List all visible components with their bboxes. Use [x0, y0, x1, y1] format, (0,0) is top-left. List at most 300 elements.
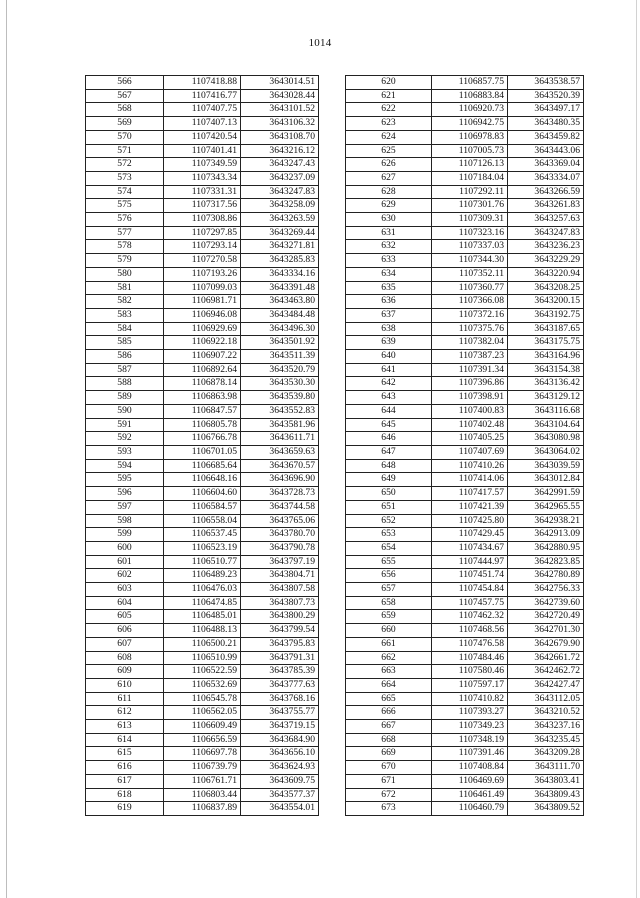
point-number-cell: 626: [346, 158, 432, 172]
y-coordinate-cell: 3643391.48: [241, 281, 319, 295]
y-coordinate-cell: 3643261.83: [508, 199, 584, 213]
table-row: [346, 665, 584, 679]
point-number-cell: 592: [86, 432, 164, 446]
table-row: [86, 747, 319, 761]
point-number-cell: 610: [86, 678, 164, 692]
table-row: [86, 240, 319, 254]
table-row: [86, 720, 319, 734]
x-coordinate-cell: 1107184.04: [432, 171, 508, 185]
point-number-cell: 578: [86, 240, 164, 254]
point-number-cell: 653: [346, 528, 432, 542]
point-number-cell: 651: [346, 500, 432, 514]
y-coordinate-cell: 3642780.89: [508, 569, 584, 583]
point-number-cell: 665: [346, 692, 432, 706]
y-coordinate-cell: 3643611.71: [241, 432, 319, 446]
point-number-cell: 637: [346, 308, 432, 322]
point-number-cell: 646: [346, 432, 432, 446]
x-coordinate-cell: 1107484.46: [432, 651, 508, 665]
point-number-cell: 669: [346, 747, 432, 761]
x-coordinate-cell: 1106907.22: [164, 350, 241, 364]
x-coordinate-cell: 1106584.57: [164, 500, 241, 514]
x-coordinate-cell: 1107407.75: [164, 103, 241, 117]
table-row: [86, 733, 319, 747]
table-row: [86, 555, 319, 569]
x-coordinate-cell: 1107301.76: [432, 199, 508, 213]
table-row: [86, 76, 319, 90]
y-coordinate-cell: 3643497.17: [508, 103, 584, 117]
table-row: [346, 377, 584, 391]
x-coordinate-cell: 1107454.84: [432, 583, 508, 597]
y-coordinate-cell: 3643039.59: [508, 459, 584, 473]
y-coordinate-cell: 3642756.33: [508, 583, 584, 597]
table-row: [86, 103, 319, 117]
point-number-cell: 668: [346, 733, 432, 747]
x-coordinate-cell: 1107360.77: [432, 281, 508, 295]
point-number-cell: 615: [86, 747, 164, 761]
point-number-cell: 660: [346, 624, 432, 638]
table-row: [346, 76, 584, 90]
x-coordinate-cell: 1107407.13: [164, 117, 241, 131]
y-coordinate-cell: 3643797.19: [241, 555, 319, 569]
point-number-cell: 636: [346, 295, 432, 309]
table-row: [86, 350, 319, 364]
y-coordinate-cell: 3642701.30: [508, 624, 584, 638]
table-row: [346, 733, 584, 747]
point-number-cell: 570: [86, 130, 164, 144]
x-coordinate-cell: 1106500.21: [164, 637, 241, 651]
table-row: [86, 473, 319, 487]
table-row: [346, 281, 584, 295]
table-row: [346, 569, 584, 583]
y-coordinate-cell: 3643554.01: [241, 802, 319, 816]
y-coordinate-cell: 3642991.59: [508, 487, 584, 501]
y-coordinate-cell: 3643108.70: [241, 130, 319, 144]
table-row: [86, 267, 319, 281]
y-coordinate-cell: 3642462.72: [508, 665, 584, 679]
y-coordinate-cell: 3643200.15: [508, 295, 584, 309]
table-row: [346, 445, 584, 459]
x-coordinate-cell: 1107429.45: [432, 528, 508, 542]
y-coordinate-cell: 3643511.39: [241, 350, 319, 364]
y-coordinate-cell: 3643220.94: [508, 267, 584, 281]
table-row: [86, 624, 319, 638]
x-coordinate-cell: 1107366.08: [432, 295, 508, 309]
x-coordinate-cell: 1106485.01: [164, 610, 241, 624]
y-coordinate-cell: 3643496.30: [241, 322, 319, 336]
y-coordinate-cell: 3642661.72: [508, 651, 584, 665]
y-coordinate-cell: 3643659.63: [241, 445, 319, 459]
table-row: [346, 240, 584, 254]
point-number-cell: 593: [86, 445, 164, 459]
point-number-cell: 640: [346, 350, 432, 364]
point-number-cell: 602: [86, 569, 164, 583]
point-number-cell: 597: [86, 500, 164, 514]
table-row: [346, 678, 584, 692]
y-coordinate-cell: 3642739.60: [508, 596, 584, 610]
table-row: [346, 541, 584, 555]
x-coordinate-cell: 1107421.39: [432, 500, 508, 514]
x-coordinate-cell: 1106488.13: [164, 624, 241, 638]
table-row: [86, 692, 319, 706]
x-coordinate-cell: 1106460.79: [432, 802, 508, 816]
x-coordinate-cell: 1107410.82: [432, 692, 508, 706]
table-row: [86, 130, 319, 144]
table-row: [346, 473, 584, 487]
x-coordinate-cell: 1107393.27: [432, 706, 508, 720]
y-coordinate-cell: 3643164.96: [508, 350, 584, 364]
y-coordinate-cell: 3643154.38: [508, 363, 584, 377]
point-number-cell: 583: [86, 308, 164, 322]
table-row: [86, 651, 319, 665]
point-number-cell: 624: [346, 130, 432, 144]
point-number-cell: 579: [86, 254, 164, 268]
point-number-cell: 598: [86, 514, 164, 528]
y-coordinate-cell: 3643129.12: [508, 391, 584, 405]
point-number-cell: 584: [86, 322, 164, 336]
point-number-cell: 589: [86, 391, 164, 405]
coordinate-table-right: [345, 75, 584, 816]
point-number-cell: 611: [86, 692, 164, 706]
point-number-cell: 580: [86, 267, 164, 281]
point-number-cell: 670: [346, 761, 432, 775]
y-coordinate-cell: 3643728.73: [241, 487, 319, 501]
point-number-cell: 649: [346, 473, 432, 487]
y-coordinate-cell: 3643520.39: [508, 89, 584, 103]
y-coordinate-cell: 3643501.92: [241, 336, 319, 350]
table-row: [86, 117, 319, 131]
y-coordinate-cell: 3643247.83: [241, 185, 319, 199]
table-row: [86, 336, 319, 350]
y-coordinate-cell: 3643258.09: [241, 199, 319, 213]
y-coordinate-cell: 3643012.84: [508, 473, 584, 487]
y-coordinate-cell: 3643175.75: [508, 336, 584, 350]
x-coordinate-cell: 1106656.59: [164, 733, 241, 747]
table-row: [346, 404, 584, 418]
x-coordinate-cell: 1106523.19: [164, 541, 241, 555]
y-coordinate-cell: 3643809.43: [508, 788, 584, 802]
table-row: [86, 308, 319, 322]
point-number-cell: 596: [86, 487, 164, 501]
x-coordinate-cell: 1107375.76: [432, 322, 508, 336]
table-row: [86, 528, 319, 542]
point-number-cell: 612: [86, 706, 164, 720]
table-row: [86, 185, 319, 199]
x-coordinate-cell: 1107396.86: [432, 377, 508, 391]
table-row: [346, 254, 584, 268]
table-row: [86, 774, 319, 788]
point-number-cell: 590: [86, 404, 164, 418]
table-row: [346, 596, 584, 610]
x-coordinate-cell: 1107451.74: [432, 569, 508, 583]
point-number-cell: 576: [86, 213, 164, 227]
table-row: [86, 761, 319, 775]
y-coordinate-cell: 3642913.09: [508, 528, 584, 542]
y-coordinate-cell: 3642823.85: [508, 555, 584, 569]
y-coordinate-cell: 3643237.16: [508, 720, 584, 734]
y-coordinate-cell: 3643459.82: [508, 130, 584, 144]
table-row: [346, 418, 584, 432]
point-number-cell: 639: [346, 336, 432, 350]
point-number-cell: 608: [86, 651, 164, 665]
table-row: [346, 185, 584, 199]
table-row: [346, 336, 584, 350]
x-coordinate-cell: 1106942.75: [432, 117, 508, 131]
y-coordinate-cell: 3643266.59: [508, 185, 584, 199]
x-coordinate-cell: 1107349.59: [164, 158, 241, 172]
x-coordinate-cell: 1107444.97: [432, 555, 508, 569]
page-number: 1014: [308, 37, 332, 49]
y-coordinate-cell: 3643136.42: [508, 377, 584, 391]
point-number-cell: 618: [86, 788, 164, 802]
x-coordinate-cell: 1106847.57: [164, 404, 241, 418]
point-number-cell: 622: [346, 103, 432, 117]
point-number-cell: 577: [86, 226, 164, 240]
y-coordinate-cell: 3642679.90: [508, 637, 584, 651]
y-coordinate-cell: 3643791.31: [241, 651, 319, 665]
y-coordinate-cell: 3643744.58: [241, 500, 319, 514]
x-coordinate-cell: 1106545.78: [164, 692, 241, 706]
table-row: [346, 459, 584, 473]
table-row: [346, 761, 584, 775]
point-number-cell: 644: [346, 404, 432, 418]
table-row: [346, 788, 584, 802]
point-number-cell: 647: [346, 445, 432, 459]
x-coordinate-cell: 1106929.69: [164, 322, 241, 336]
point-number-cell: 601: [86, 555, 164, 569]
point-number-cell: 569: [86, 117, 164, 131]
y-coordinate-cell: 3643334.16: [241, 267, 319, 281]
x-coordinate-cell: 1107468.56: [432, 624, 508, 638]
coordinate-table-left: [85, 75, 319, 816]
y-coordinate-cell: 3643803.41: [508, 774, 584, 788]
x-coordinate-cell: 1107425.80: [432, 514, 508, 528]
point-number-cell: 657: [346, 583, 432, 597]
x-coordinate-cell: 1107420.54: [164, 130, 241, 144]
x-coordinate-cell: 1106469.69: [432, 774, 508, 788]
table-row: [346, 774, 584, 788]
x-coordinate-cell: 1106609.49: [164, 720, 241, 734]
y-coordinate-cell: 3643263.59: [241, 213, 319, 227]
table-row: [86, 226, 319, 240]
table-row: [346, 651, 584, 665]
x-coordinate-cell: 1107398.91: [432, 391, 508, 405]
point-number-cell: 629: [346, 199, 432, 213]
x-coordinate-cell: 1106604.60: [164, 487, 241, 501]
table-row: [86, 377, 319, 391]
y-coordinate-cell: 3643210.52: [508, 706, 584, 720]
y-coordinate-cell: 3643520.79: [241, 363, 319, 377]
y-coordinate-cell: 3643480.35: [508, 117, 584, 131]
x-coordinate-cell: 1106532.69: [164, 678, 241, 692]
x-coordinate-cell: 1106863.98: [164, 391, 241, 405]
x-coordinate-cell: 1107344.30: [432, 254, 508, 268]
y-coordinate-cell: 3643765.06: [241, 514, 319, 528]
y-coordinate-cell: 3643624.93: [241, 761, 319, 775]
point-number-cell: 632: [346, 240, 432, 254]
table-row: [346, 487, 584, 501]
x-coordinate-cell: 1106522.59: [164, 665, 241, 679]
x-coordinate-cell: 1107126.13: [432, 158, 508, 172]
y-coordinate-cell: 3643684.90: [241, 733, 319, 747]
y-coordinate-cell: 3643577.37: [241, 788, 319, 802]
y-coordinate-cell: 3643463.80: [241, 295, 319, 309]
table-row: [346, 267, 584, 281]
table-row: [86, 89, 319, 103]
x-coordinate-cell: 1107416.77: [164, 89, 241, 103]
point-number-cell: 588: [86, 377, 164, 391]
table-row: [346, 117, 584, 131]
x-coordinate-cell: 1106892.64: [164, 363, 241, 377]
point-number-cell: 633: [346, 254, 432, 268]
x-coordinate-cell: 1107382.04: [432, 336, 508, 350]
point-number-cell: 574: [86, 185, 164, 199]
y-coordinate-cell: 3643809.52: [508, 802, 584, 816]
point-number-cell: 630: [346, 213, 432, 227]
x-coordinate-cell: 1107408.84: [432, 761, 508, 775]
table-row: [346, 610, 584, 624]
point-number-cell: 654: [346, 541, 432, 555]
point-number-cell: 582: [86, 295, 164, 309]
point-number-cell: 666: [346, 706, 432, 720]
x-coordinate-cell: 1106857.75: [432, 76, 508, 90]
scan-edge-left: [6, 0, 7, 898]
y-coordinate-cell: 3643656.10: [241, 747, 319, 761]
table-row: [346, 350, 584, 364]
point-number-cell: 600: [86, 541, 164, 555]
point-number-cell: 673: [346, 802, 432, 816]
table-row: [86, 569, 319, 583]
table-row: [346, 528, 584, 542]
table-row: [346, 171, 584, 185]
table-row: [346, 130, 584, 144]
table-row: [86, 171, 319, 185]
y-coordinate-cell: 3643247.83: [508, 226, 584, 240]
point-number-cell: 621: [346, 89, 432, 103]
point-number-cell: 571: [86, 144, 164, 158]
x-coordinate-cell: 1107407.69: [432, 445, 508, 459]
point-number-cell: 586: [86, 350, 164, 364]
point-number-cell: 655: [346, 555, 432, 569]
point-number-cell: 581: [86, 281, 164, 295]
x-coordinate-cell: 1107317.56: [164, 199, 241, 213]
point-number-cell: 614: [86, 733, 164, 747]
x-coordinate-cell: 1107372.16: [432, 308, 508, 322]
table-row: [86, 158, 319, 172]
point-number-cell: 671: [346, 774, 432, 788]
table-row: [346, 199, 584, 213]
y-coordinate-cell: 3643257.63: [508, 213, 584, 227]
point-number-cell: 616: [86, 761, 164, 775]
y-coordinate-cell: 3643028.44: [241, 89, 319, 103]
x-coordinate-cell: 1107349.23: [432, 720, 508, 734]
point-number-cell: 631: [346, 226, 432, 240]
table-row: [86, 445, 319, 459]
point-number-cell: 607: [86, 637, 164, 651]
table-row: [86, 514, 319, 528]
table-row: [346, 692, 584, 706]
x-coordinate-cell: 1107391.34: [432, 363, 508, 377]
y-coordinate-cell: 3643014.51: [241, 76, 319, 90]
y-coordinate-cell: 3643755.77: [241, 706, 319, 720]
x-coordinate-cell: 1106878.14: [164, 377, 241, 391]
y-coordinate-cell: 3643064.02: [508, 445, 584, 459]
point-number-cell: 656: [346, 569, 432, 583]
y-coordinate-cell: 3643696.90: [241, 473, 319, 487]
table-row: [346, 158, 584, 172]
point-number-cell: 672: [346, 788, 432, 802]
point-number-cell: 599: [86, 528, 164, 542]
table-row: [86, 596, 319, 610]
point-number-cell: 659: [346, 610, 432, 624]
y-coordinate-cell: 3642427.47: [508, 678, 584, 692]
table-row: [346, 89, 584, 103]
y-coordinate-cell: 3643101.52: [241, 103, 319, 117]
table-row: [346, 391, 584, 405]
table-row: [346, 555, 584, 569]
x-coordinate-cell: 1106558.04: [164, 514, 241, 528]
x-coordinate-cell: 1107343.34: [164, 171, 241, 185]
table-row: [346, 624, 584, 638]
y-coordinate-cell: 3643807.58: [241, 583, 319, 597]
table-row: [86, 459, 319, 473]
table-row: [86, 295, 319, 309]
point-number-cell: 663: [346, 665, 432, 679]
table-row: [86, 254, 319, 268]
table-row: [86, 706, 319, 720]
y-coordinate-cell: 3643795.83: [241, 637, 319, 651]
table-row: [86, 583, 319, 597]
point-number-cell: 635: [346, 281, 432, 295]
x-coordinate-cell: 1107580.46: [432, 665, 508, 679]
x-coordinate-cell: 1106761.71: [164, 774, 241, 788]
y-coordinate-cell: 3643269.44: [241, 226, 319, 240]
point-number-cell: 619: [86, 802, 164, 816]
y-coordinate-cell: 3643552.83: [241, 404, 319, 418]
point-number-cell: 645: [346, 418, 432, 432]
table-row: [86, 281, 319, 295]
x-coordinate-cell: 1107410.26: [432, 459, 508, 473]
y-coordinate-cell: 3643785.39: [241, 665, 319, 679]
y-coordinate-cell: 3643116.68: [508, 404, 584, 418]
point-number-cell: 648: [346, 459, 432, 473]
table-row: [346, 500, 584, 514]
point-number-cell: 587: [86, 363, 164, 377]
x-coordinate-cell: 1106978.83: [432, 130, 508, 144]
table-row: [86, 199, 319, 213]
table-row: [346, 637, 584, 651]
y-coordinate-cell: 3643235.45: [508, 733, 584, 747]
y-coordinate-cell: 3643581.96: [241, 418, 319, 432]
x-coordinate-cell: 1107297.85: [164, 226, 241, 240]
y-coordinate-cell: 3643216.12: [241, 144, 319, 158]
table-row: [346, 706, 584, 720]
x-coordinate-cell: 1107270.58: [164, 254, 241, 268]
point-number-cell: 572: [86, 158, 164, 172]
x-coordinate-cell: 1106920.73: [432, 103, 508, 117]
y-coordinate-cell: 3643237.09: [241, 171, 319, 185]
x-coordinate-cell: 1107457.75: [432, 596, 508, 610]
table-row: [346, 363, 584, 377]
point-number-cell: 661: [346, 637, 432, 651]
y-coordinate-cell: 3642880.95: [508, 541, 584, 555]
y-coordinate-cell: 3643443.06: [508, 144, 584, 158]
table-row: [86, 144, 319, 158]
y-coordinate-cell: 3643192.75: [508, 308, 584, 322]
y-coordinate-cell: 3643790.78: [241, 541, 319, 555]
x-coordinate-cell: 1107309.31: [432, 213, 508, 227]
x-coordinate-cell: 1106701.05: [164, 445, 241, 459]
x-coordinate-cell: 1106461.49: [432, 788, 508, 802]
